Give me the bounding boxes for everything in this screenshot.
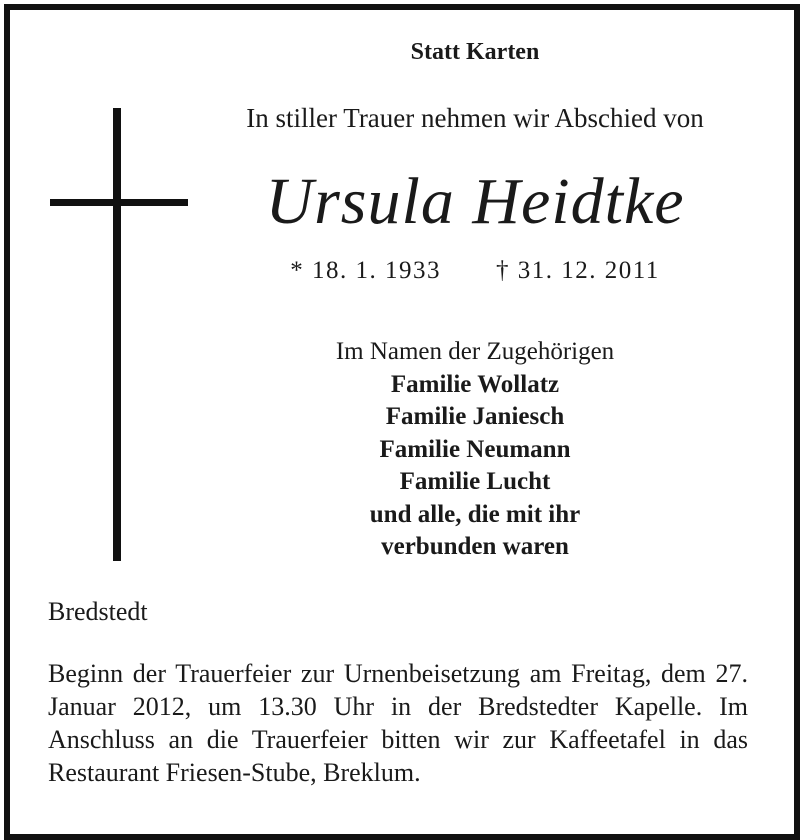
signer-line: Familie Neumann [379, 435, 571, 463]
signer-line: und alle, die mit ihr [369, 500, 581, 528]
signer-line: verbunden waren [381, 533, 569, 560]
funeral-notice: Beginn der Trauerfeier zur Urnenbeisetzung am Freitag, dem 27. Januar 2012, um 13.30 Uhr in der Bredstedter Kapelle. Im Anschluss an die Trauerfeier bitten wir zur Kaffeetafel in das Restaurant Friesen-Stube, Breklum. [48, 659, 748, 787]
birth-date: * 18. 1. 1933 [290, 257, 441, 284]
obituary-intro: In stiller Trauer nehmen wir Abschied von [246, 103, 704, 133]
deceased-name: Ursula Heidtke [265, 165, 685, 238]
life-dates [150, 254, 800, 288]
signers-block [150, 336, 800, 564]
signers-intro: Im Namen der Zugehörigen [335, 338, 615, 365]
place-name: Bredstedt [48, 597, 148, 626]
signer-line: Familie Lucht [399, 468, 551, 495]
signer-line: Familie Wollatz [390, 370, 560, 398]
signer-line: Familie Janiesch [385, 403, 565, 430]
death-date: † 31. 12. 2011 [495, 257, 660, 284]
obituary-heading: Statt Karten [410, 39, 540, 65]
cross-icon [113, 108, 121, 561]
